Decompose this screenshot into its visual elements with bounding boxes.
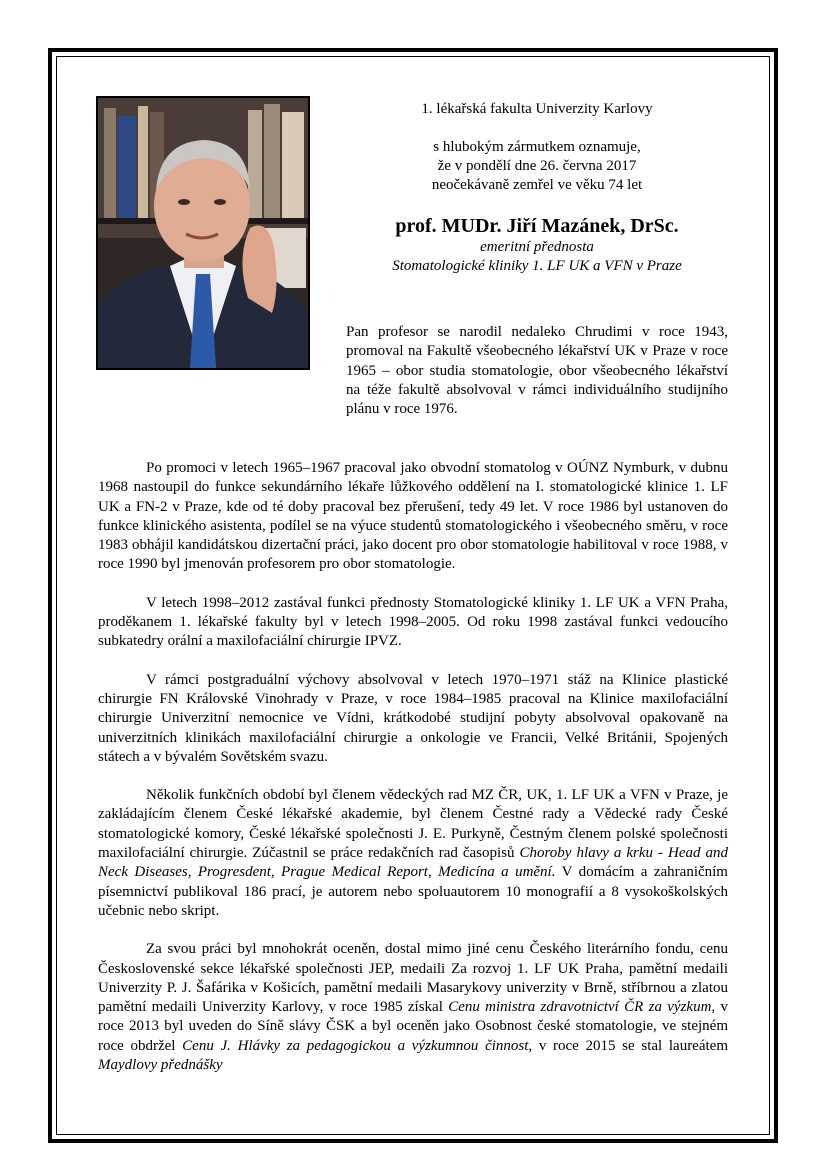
- role-line: emeritní přednosta: [480, 239, 594, 255]
- paragraph-leadership: V letech 1998–2012 zastával funkci přednosty Stomatologické kliniky 1. LF UK a VFN Praha, proděkanem 1. lékařské fakulty byl v letech 1998–2005. Od roku 1998 zastával funkci vedoucího subkatedry orální a maxilofaciální chirurgie IPVZ.: [98, 594, 728, 650]
- text-span: Za svou práci byl mnohokrát oceněn, dostal mimo jiné cenu Českého literárního fondu, cenu Československé sekce lékařské společnosti JEP, medaili Za rozvoj 1. LF UK Praha, pamětní medaili Univerzity P. J. Šafárika v Košicích, pamětní medaili Masarykovy univerzity v Brně, stříbrnou a zlatou pamětní medaili Univerzity Karlovy, v roce 1985 získal: [98, 941, 728, 1016]
- faculty-name: 1. lékařská fakulta Univerzity Karlovy: [421, 101, 653, 117]
- text-span: V domácím a zahraničním písemnictví publikoval 186 prací, je autorem nebo spoluautorem 10 monografií a 8 vysokoškolských učebnic nebo skript.: [98, 864, 728, 919]
- role-line: Stomatologické kliniky 1. LF UK a VFN v Praze: [392, 258, 682, 274]
- paragraph-postgraduate: V rámci postgraduální výchovy absolvoval v letech 1970–1971 stáž na Klinice plastické chirurgie FN Královské Vinohrady v Praze, v roce 1984–1985 pracoval na Klinice maxilofaciální chirurgie Univerzitní nemocnice ve Vídni, krátkodobé studijní pobyty absolvoval opakovaně na univerzitních klinikách maxilofaciální chirurgie a onkologie ve Francii, Velké Británii, Spojených státech a v bývalém Sovětském svazu.: [98, 671, 728, 765]
- announcement-header: [340, 100, 734, 276]
- deceased-name: prof. MUDr. Jiří Mazánek, DrSc.: [395, 215, 679, 237]
- journal-titles: Choroby hlavy a krku - Head and Neck Diseases, Progresdent, Prague Medical Report, Medicína a umění.: [98, 845, 728, 881]
- announce-line: že v pondělí dne 26. června 2017: [437, 158, 637, 174]
- text-span: , v roce 2015 se stal laureátem: [528, 1037, 728, 1054]
- paragraph-memberships: [98, 786, 728, 921]
- announce-line: neočekávaně zemřel ve věku 74 let: [431, 177, 643, 193]
- award-title: Cenu J. Hlávky za pedagogickou a výzkumnou činnost: [182, 1037, 529, 1054]
- award-title: Maydlovy přednášky: [98, 1057, 223, 1074]
- announce-line: s hlubokým zármutkem oznamuje,: [433, 139, 641, 155]
- portrait-photo: [96, 96, 310, 370]
- intro-paragraph: [346, 323, 728, 419]
- text-span: Několik funkčních období byl členem vědeckých rad MZ ČR, UK, 1. LF UK a VFN v Praze, je zakládajícím členem České lékařské akademie, byl členem Čestné rady a Vědecké rady České stomatologické komory, České lékařské společnosti J. E. Purkyně, Čestným členem polské společnosti maxilofaciální chirurgie. Zúčastnil se práce redakčních rad časopisů: [98, 787, 728, 862]
- paragraph-career: Po promoci v letech 1965–1967 pracoval jako obvodní stomatolog v OÚNZ Nymburk, v dubnu 1968 nastoupil do funkce sekundárního lékaře lůžkového oddělení na I. stomatologické klinice 1. LF UK a FN-2 v Praze, kde od té doby pracoval bez přerušení, tedy 49 let. V roce 1986 byl ustanoven do funkce klinického asistenta, podílel se na výuce studentů stomatologického i všeobecného směru, v roce 1983 obhájil kandidátskou dizertační práci, jako docent pro obor stomatologie habilitoval v roce 1988, v roce 1990 byl jmenován profesorem pro obor stomatologie.: [98, 460, 728, 573]
- intro-text: Pan profesor se narodil nedaleko Chrudimi v roce 1943, promoval na Fakultě všeobecného lékařství UK v Praze v roce 1965 – obor studia stomatologie, obor všeobecného lékařství na téže fakultě absolvoval v rámci individuálního studijního plánu v roce 1976.: [346, 324, 728, 418]
- award-title: Cenu ministra zdravotnictví ČR za výzkum: [448, 999, 712, 1016]
- text-span: , v roce 2013 byl uveden do Síně slávy ČSK a byl oceněn jako Osobnost české stomatologie, ve stejném roce obdržel: [98, 999, 728, 1054]
- biography-body: [98, 459, 728, 1075]
- announcement-text: [340, 138, 734, 195]
- paragraph-awards: [98, 940, 728, 1075]
